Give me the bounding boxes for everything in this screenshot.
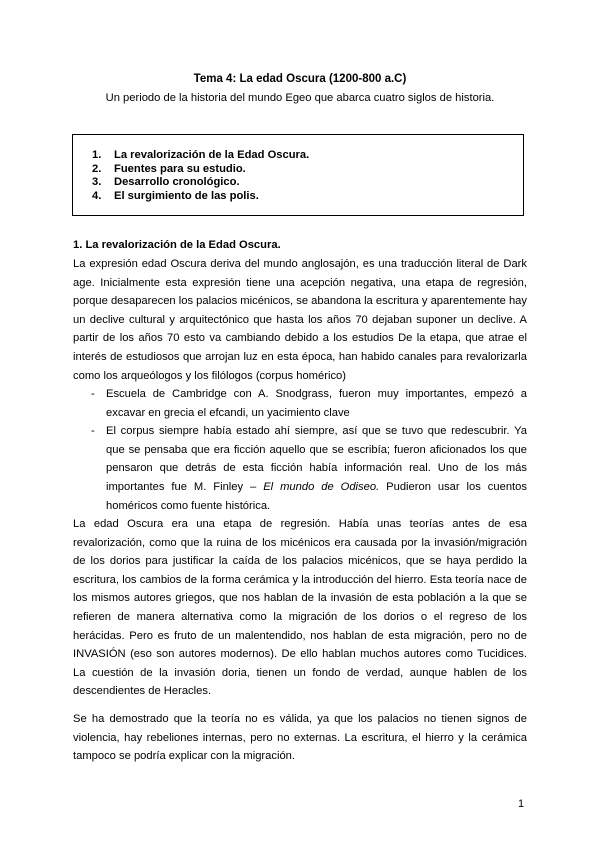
toc-item <box>92 176 309 190</box>
toc-item-label: Desarrollo cronológico. <box>114 176 240 188</box>
bullet-text: El corpus siempre había estado ahí siempre, así que se tuvo que redescubrir. Ya que se pensaba que era ficción aquello que se escribía; fueron aficionados los que pensaron que detrás de esta ficción había información real. Uno de los más importantes fue M. Finley – <box>106 425 527 493</box>
body-paragraph-3: Se ha demostrado que la teoría no es válida, ya que los palacios no tienen signos de violencia, hay rebeliones internas, pero no externas. La escritura, el hierro y la cerámica tampoco se podría explicar con la migración. <box>73 713 527 763</box>
bullet-text-tail: Pudieron usar los cuentos homéricos como fuente histórica. <box>106 480 527 512</box>
body-paragraph-1: La expresión edad Oscura deriva del mundo anglosajón, es una traducción literal de Dark age. Inicialmente esta expresión tiene una acepción negativa, una etapa de regresión, porque desaparecen los palacios micénicos, se abandona la escritura y aparentemente hay un declive cultural y arquitectónico que hasta los años 70 dejaban suponer un declive. A partir de los años 70 esto va cambiando debido a los estudios De la etapa, que atrae el interés de estudiosos que arrojan luz en esta época, han habido canales para revalorizarla como los arqueólogos y los filólogos (corpus homérico) <box>73 258 527 382</box>
toc-item-number: 3. <box>92 176 102 188</box>
toc-item <box>92 190 309 204</box>
table-of-contents-box <box>72 134 524 216</box>
toc-list <box>92 149 309 203</box>
toc-item-number: 1. <box>92 149 102 161</box>
toc-item <box>92 149 309 163</box>
toc-item <box>92 163 309 177</box>
bullet-dash: - <box>91 425 95 438</box>
toc-item-number: 4. <box>92 189 102 202</box>
toc-item-label: La revalorización de la Edad Oscura. <box>114 149 310 161</box>
page-number: 1 <box>518 798 525 810</box>
page-subtitle: Un periodo de la historia del mundo Egeo que abarca cuatro siglos de historia. <box>105 92 495 104</box>
toc-item-number: 2. <box>92 162 102 175</box>
bullet-list <box>73 385 527 515</box>
bullet-dash: - <box>91 388 95 400</box>
bullet-text: Escuela de Cambridge con A. Snodgrass, fueron muy importantes, empezó a excavar en grecia el efcandi, un yacimiento clave <box>106 388 527 419</box>
toc-item-label: Fuentes para su estudio. <box>114 162 246 175</box>
section-heading: 1. La revalorización de la Edad Oscura. <box>73 239 281 251</box>
bullet-item <box>73 422 527 515</box>
toc-item-label: El surgimiento de las polis. <box>114 189 259 202</box>
page-title: Tema 4: La edad Oscura (1200-800 a.C) <box>193 73 407 85</box>
book-title: El mundo de Odiseo. <box>263 480 380 493</box>
bullet-item <box>73 385 527 422</box>
body-paragraph-2: La edad Oscura era una etapa de regresión. Había unas teorías antes de esa revalorización, como que la ruina de los micénicos era causada por la invasión/migración de los dorios para justificar la caída de los palacios micénicos, que se haya perdido la escritura, los cambios de la forma cerámica y la introducción del hierro. Esta teoría nace de los mismos autores griegos, que nos hablan de la invasión de esta población a la que se refieren de manera alternativa como la migración de los dorios o el regreso de los herácidas. Pero es fruto de un malentendido, nos hablan de esta migración, pero no de INVASIÓN (eso son autores modernos). De ello hablan muchos autores como Tucidices. La cuestión de la invasión doria, tienen un fondo de verdad, aunque hablen de los descendientes de Heracles. <box>73 518 527 698</box>
